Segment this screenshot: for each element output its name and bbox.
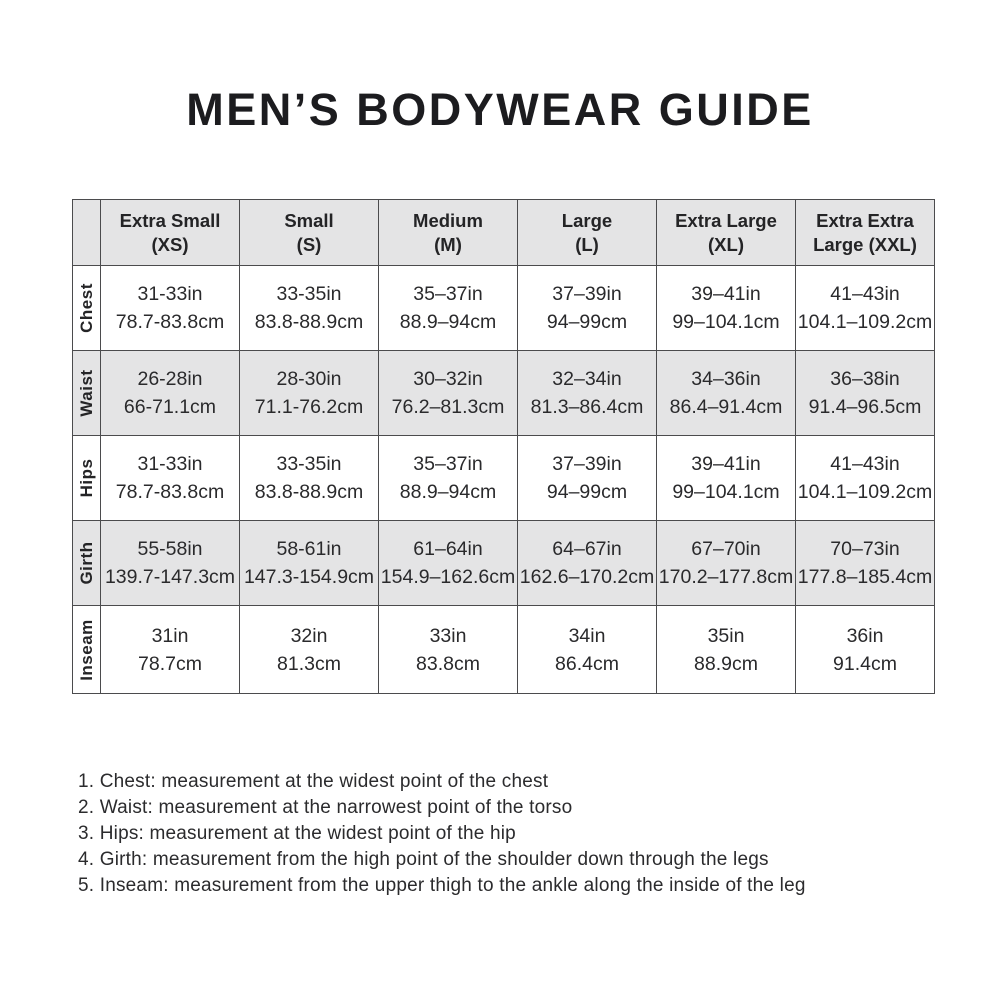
cm-value: 81.3cm: [277, 652, 341, 675]
cm-value: 139.7-147.3cm: [104, 566, 236, 588]
cell-hips-s: [240, 436, 379, 521]
inches-value: 67–70in: [691, 538, 761, 560]
column-header-xl: [657, 200, 796, 266]
table-row-hips: [73, 436, 935, 521]
column-label: Medium: [413, 209, 483, 231]
note-girth: 4. Girth: measurement from the high point of the shoulder down through the legs: [78, 849, 769, 870]
cm-value: 94–99cm: [546, 481, 628, 503]
inches-value: 35–37in: [413, 453, 483, 475]
cm-value: 76.2–81.3cm: [391, 396, 505, 418]
inches-value: 37–39in: [552, 453, 622, 475]
cell-hips-xl: [657, 436, 796, 521]
column-sublabel: (XL): [708, 233, 744, 255]
row-header-girth: [73, 521, 101, 606]
cell-waist-s: [240, 351, 379, 436]
cell-chest-s: [240, 266, 379, 351]
cm-value: 91.4–96.5cm: [808, 396, 922, 418]
cell-hips-xxl: [796, 436, 935, 521]
cm-value: 78.7-83.8cm: [115, 481, 225, 503]
inches-value: 39–41in: [691, 283, 761, 305]
inches-value: 35–37in: [413, 283, 483, 305]
page-title: MEN’S BODYWEAR GUIDE: [186, 84, 814, 135]
cm-value: 99–104.1cm: [672, 311, 780, 333]
cm-value: 78.7-83.8cm: [115, 311, 225, 333]
cell-inseam-s: [240, 606, 379, 694]
cm-value: 88.9cm: [694, 652, 758, 675]
cell-chest-l: [518, 266, 657, 351]
cm-value: 78.7cm: [138, 652, 202, 675]
inches-value: 30–32in: [413, 368, 483, 390]
corner-cell: [73, 200, 101, 266]
measurement-notes: [78, 769, 958, 899]
note-inseam: 5. Inseam: measurement from the upper thigh to the ankle along the inside of the leg: [78, 875, 806, 896]
cm-value: 83.8-88.9cm: [254, 481, 364, 503]
size-chart-table: [72, 199, 935, 694]
cell-hips-xs: [101, 436, 240, 521]
cell-waist-xs: [101, 351, 240, 436]
cell-inseam-l: [518, 606, 657, 694]
cell-waist-xl: [657, 351, 796, 436]
column-label: Extra Large: [675, 209, 777, 231]
cell-hips-m: [379, 436, 518, 521]
cell-inseam-xxl: [796, 606, 935, 694]
cell-inseam-m: [379, 606, 518, 694]
cm-value: 162.6–170.2cm: [519, 566, 655, 588]
cm-value: 154.9–162.6cm: [380, 566, 516, 588]
note-hips: 3. Hips: measurement at the widest point of the hip: [78, 823, 516, 844]
note-chest: 1. Chest: measurement at the widest point of the chest: [78, 771, 549, 792]
cm-value: 99–104.1cm: [672, 481, 780, 503]
row-label: Hips: [76, 458, 96, 498]
inches-value: 31in: [151, 624, 189, 647]
cell-girth-m: [379, 521, 518, 606]
inches-value: 28-30in: [276, 368, 342, 390]
table-header-row: [73, 200, 935, 266]
column-label: Extra Extra: [816, 209, 914, 231]
table-row-girth: [73, 521, 935, 606]
row-label: Girth: [76, 541, 96, 585]
inches-value: 61–64in: [413, 538, 483, 560]
column-sublabel: (M): [434, 233, 462, 255]
cm-value: 147.3-154.9cm: [243, 566, 375, 588]
column-label: Large: [561, 209, 613, 231]
inches-value: 33-35in: [276, 453, 342, 475]
inches-value: 31-33in: [137, 283, 203, 305]
inches-value: 36–38in: [830, 368, 900, 390]
inches-value: 39–41in: [691, 453, 761, 475]
cm-value: 71.1-76.2cm: [254, 396, 364, 418]
cm-value: 88.9–94cm: [399, 481, 497, 503]
inches-value: 26-28in: [137, 368, 203, 390]
inches-value: 32–34in: [552, 368, 622, 390]
cm-value: 104.1–109.2cm: [797, 311, 933, 333]
table-row-waist: [73, 351, 935, 436]
inches-value: 32in: [290, 624, 328, 647]
row-header-chest: [73, 266, 101, 351]
cell-inseam-xs: [101, 606, 240, 694]
cell-girth-xl: [657, 521, 796, 606]
row-label: Inseam: [76, 618, 96, 681]
column-sublabel: (S): [296, 233, 322, 255]
inches-value: 34in: [568, 624, 606, 647]
cell-chest-xs: [101, 266, 240, 351]
table-row-chest: [73, 266, 935, 351]
cell-chest-xl: [657, 266, 796, 351]
inches-value: 33in: [429, 624, 467, 647]
cm-value: 177.8–185.4cm: [797, 566, 933, 588]
row-label: Chest: [76, 283, 96, 333]
cm-value: 83.8-88.9cm: [254, 311, 364, 333]
column-sublabel: (XS): [151, 233, 189, 255]
column-header-xxl: [796, 200, 935, 266]
cell-girth-xs: [101, 521, 240, 606]
cm-value: 83.8cm: [416, 652, 480, 675]
table-row-inseam: [73, 606, 935, 694]
row-header-inseam: [73, 606, 101, 694]
column-header-m: [379, 200, 518, 266]
cell-inseam-xl: [657, 606, 796, 694]
inches-value: 41–43in: [830, 283, 900, 305]
column-header-s: [240, 200, 379, 266]
row-header-waist: [73, 351, 101, 436]
cell-waist-m: [379, 351, 518, 436]
cm-value: 88.9–94cm: [399, 311, 497, 333]
inches-value: 70–73in: [830, 538, 900, 560]
inches-value: 58-61in: [276, 538, 342, 560]
cm-value: 86.4–91.4cm: [669, 396, 783, 418]
cm-value: 81.3–86.4cm: [530, 396, 644, 418]
note-waist: 2. Waist: measurement at the narrowest point of the torso: [78, 797, 573, 818]
inches-value: 34–36in: [691, 368, 761, 390]
cm-value: 86.4cm: [555, 652, 619, 675]
cm-value: 66-71.1cm: [123, 396, 217, 418]
column-header-l: [518, 200, 657, 266]
inches-value: 33-35in: [276, 283, 342, 305]
cell-girth-l: [518, 521, 657, 606]
cm-value: 104.1–109.2cm: [797, 481, 933, 503]
cell-hips-l: [518, 436, 657, 521]
column-sublabel: Large (XXL): [813, 233, 917, 255]
cm-value: 91.4cm: [833, 652, 897, 675]
column-header-xs: [101, 200, 240, 266]
cell-chest-m: [379, 266, 518, 351]
inches-value: 55-58in: [137, 538, 203, 560]
cell-girth-s: [240, 521, 379, 606]
column-sublabel: (L): [575, 233, 599, 255]
cm-value: 94–99cm: [546, 311, 628, 333]
cell-waist-l: [518, 351, 657, 436]
row-header-hips: [73, 436, 101, 521]
cell-chest-xxl: [796, 266, 935, 351]
inches-value: 35in: [707, 624, 745, 647]
column-label: Small: [284, 209, 334, 231]
inches-value: 64–67in: [552, 538, 622, 560]
cell-girth-xxl: [796, 521, 935, 606]
column-label: Extra Small: [119, 209, 221, 231]
row-label: Waist: [76, 369, 96, 417]
cell-waist-xxl: [796, 351, 935, 436]
inches-value: 36in: [846, 624, 884, 647]
inches-value: 37–39in: [552, 283, 622, 305]
cm-value: 170.2–177.8cm: [658, 566, 794, 588]
inches-value: 31-33in: [137, 453, 203, 475]
inches-value: 41–43in: [830, 453, 900, 475]
